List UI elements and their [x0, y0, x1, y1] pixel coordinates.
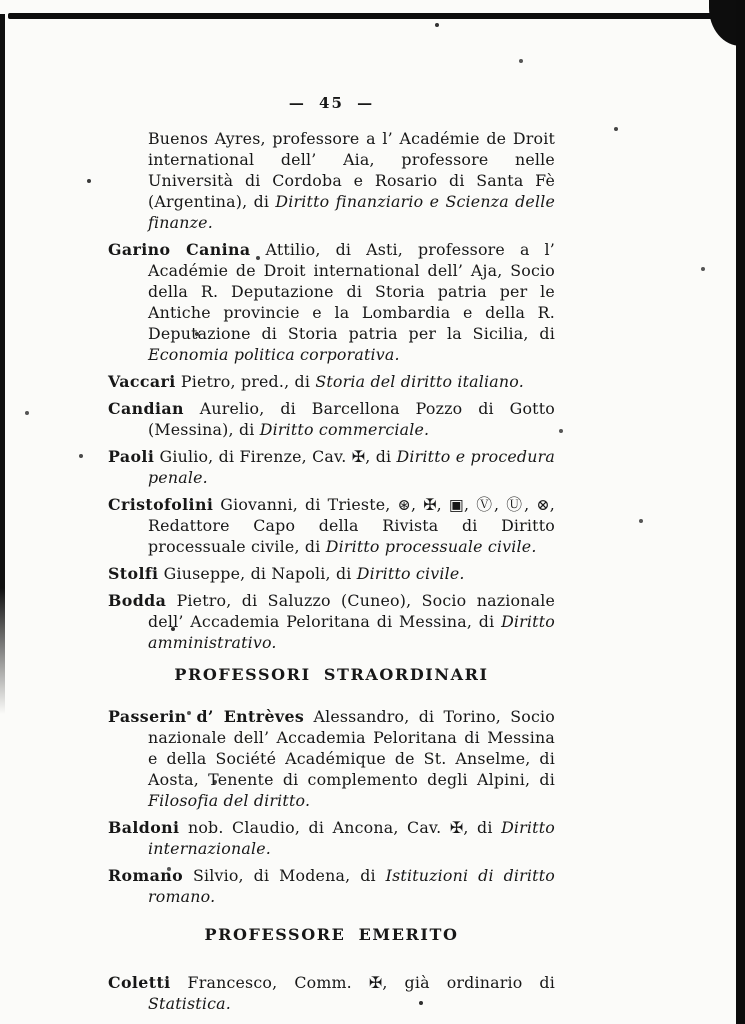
entry-garino-canina	[108, 239, 555, 365]
entry-surname: Passerin d’ Entrèves	[108, 707, 305, 726]
entry-subject: Diritto e procedura penale.	[148, 447, 555, 487]
entry-romano	[108, 865, 555, 907]
entry-surname: Vaccari	[108, 372, 176, 391]
entry-buenos-ayres-continuation	[108, 128, 555, 233]
entry-text: Giovanni, di Trieste, ⊛, ✠, ▣, Ⓥ, Ⓤ, ⊗, Redattore Capo della Rivista di Diritto processuale civile, di	[148, 495, 555, 556]
entry-text: Buenos Ayres, professore a l’ Académie de Droit international dell’ Aia, professore nelle Università di Cordoba e Rosario di Santa Fè (Argentina), di	[148, 129, 555, 211]
entry-passerin-dentreves	[108, 706, 555, 811]
entry-subject: Diritto processuale civile.	[325, 537, 537, 556]
page-number: — 45 —	[288, 94, 375, 112]
entry-subject: Diritto internazionale.	[148, 818, 555, 858]
entry-text: Pietro, di Saluzzo (Cuneo), Socio nazionale dell’ Accademia Peloritana di Messina, di	[148, 591, 555, 631]
scan-border-right	[736, 0, 745, 1024]
entry-subject: Diritto commerciale.	[259, 420, 430, 439]
entry-baldoni	[108, 817, 555, 859]
section-heading-emerito: PROFESSORE EMERITO	[204, 925, 459, 944]
page-content	[108, 94, 555, 1020]
entry-surname: Paoli	[108, 447, 155, 466]
section-heading-straordinari: PROFESSORI STRAORDINARI	[174, 665, 489, 684]
entry-subject: Statistica.	[148, 994, 231, 1013]
entry-bodda	[108, 590, 555, 653]
entry-cristofolini	[108, 494, 555, 557]
entry-text: Alessandro, di Torino, Socio nazionale dell’ Accademia Peloritana di Messina e della Société Académique de St. Anselme, di Aosta, Tenente di complemento degli Alpini, di	[148, 707, 556, 789]
scan-border-left	[0, 14, 5, 714]
entry-text: Silvio, di Modena, di	[183, 866, 386, 885]
entry-candian	[108, 398, 555, 440]
entry-surname: Coletti	[108, 973, 171, 992]
entry-text: Pietro, pred., di	[175, 372, 316, 391]
entry-text: nob. Claudio, di Ancona, Cav. ✠, di	[179, 818, 502, 837]
entry-surname: Cristofolini	[108, 495, 214, 514]
entry-subject: Economia politica corporativa.	[148, 345, 400, 364]
entry-subject: Diritto finanziario e Scienza delle finanze.	[148, 192, 555, 232]
entry-surname: Baldoni	[108, 818, 180, 837]
entry-text: Attilio, di Asti, professore a l’ Académie de Droit international dell’ Aja, Socio della R. Deputazione di Storia patria per le Antiche provincie e la Lombardia e della R. Deputazione di Storia patria per la Sicilia, di	[148, 240, 555, 343]
entry-text: Francesco, Comm. ✠, già ordinario di	[170, 973, 555, 992]
entry-subject: Diritto civile.	[356, 564, 465, 583]
entry-surname: Garino Canina	[108, 240, 251, 259]
entry-subject: Diritto amministrativo.	[148, 612, 555, 652]
entry-surname: Stolfi	[108, 564, 159, 583]
entry-text: Aurelio, di Barcellona Pozzo di Gotto (Messina), di	[148, 399, 555, 439]
entry-surname: Candian	[108, 399, 184, 418]
entry-surname: Romano	[108, 866, 184, 885]
entry-subject: Istituzioni di diritto romano.	[148, 866, 555, 906]
entry-subject: Filosofia del diritto.	[148, 791, 311, 810]
entry-paoli	[108, 446, 555, 488]
entry-coletti	[108, 972, 555, 1014]
entry-subject: Storia del diritto italiano.	[315, 372, 524, 391]
entry-vaccari	[108, 371, 555, 392]
scan-border-top	[8, 13, 740, 19]
scan-speckles	[0, 0, 2, 2]
entry-text: Giulio, di Firenze, Cav. ✠, di	[154, 447, 397, 466]
entry-surname: Bodda	[108, 591, 167, 610]
entry-text: Giuseppe, di Napoli, di	[158, 564, 357, 583]
entry-stolfi	[108, 563, 555, 584]
